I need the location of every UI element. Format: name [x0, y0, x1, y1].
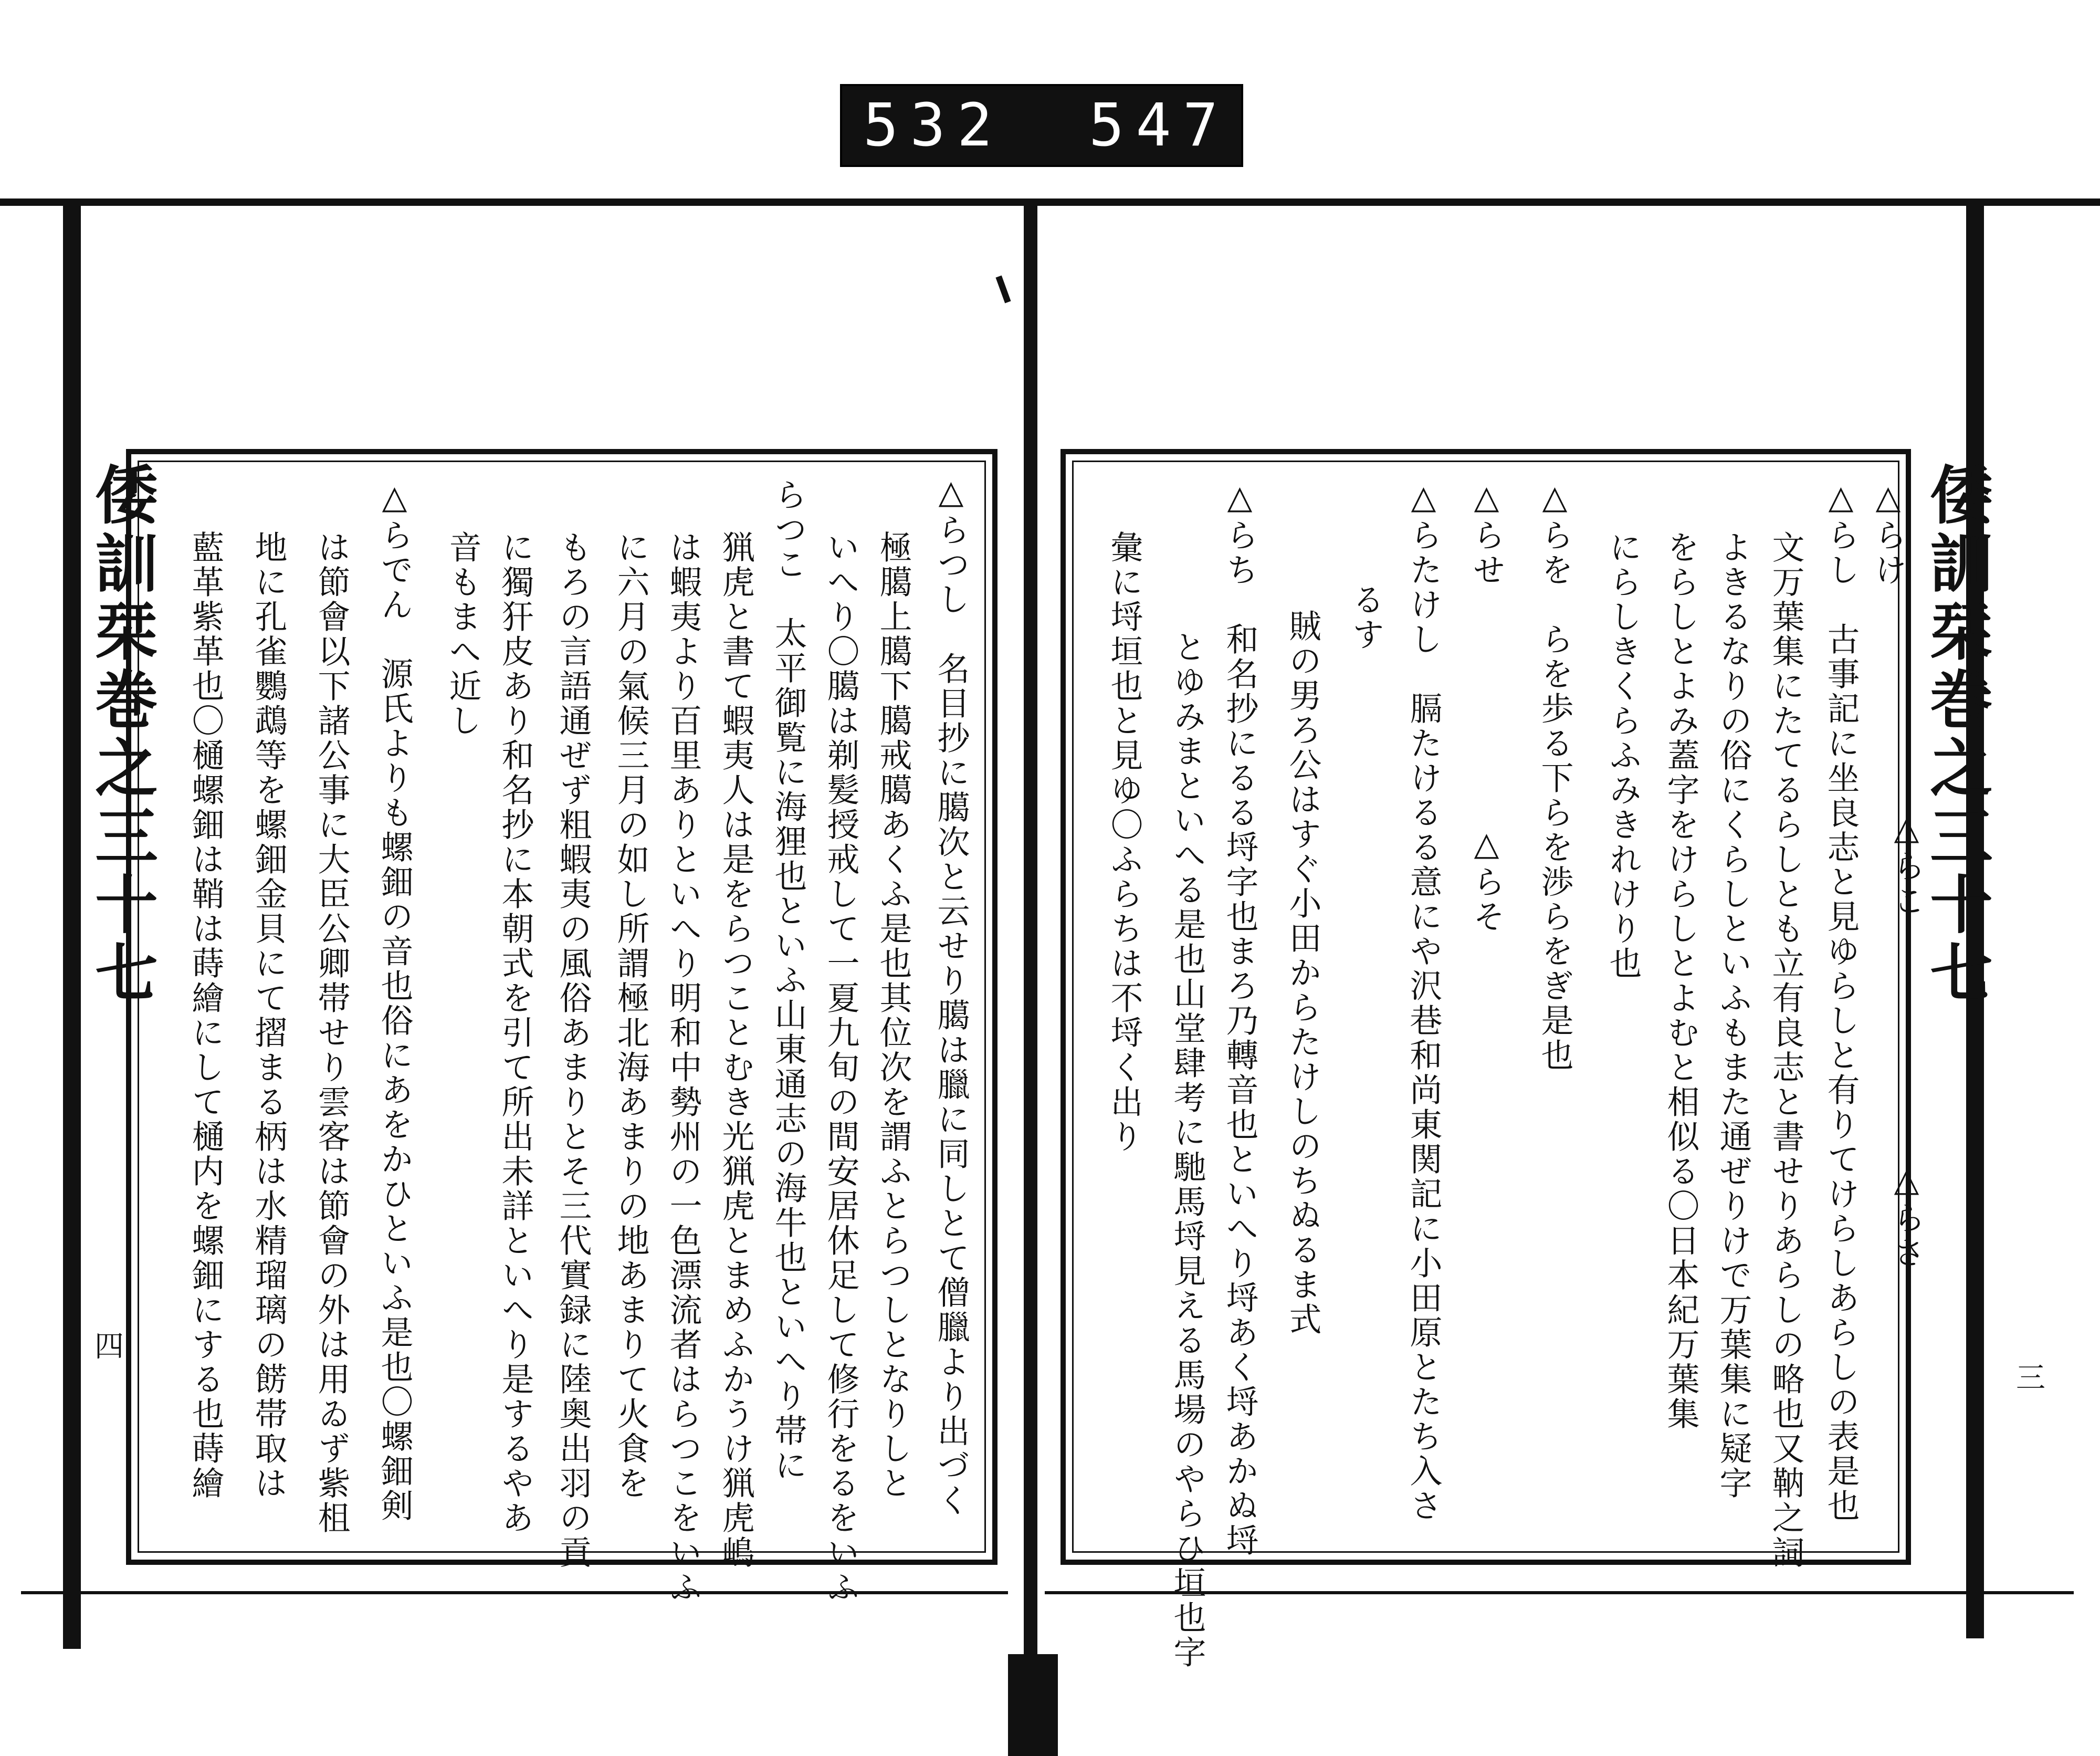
right-col-11: 賊の男ろ公はすぐ小田からたけしのちぬるま式 [1284, 609, 1322, 1337]
left-col-5: 猟虎と書て蝦夷人は是をらつことむき光猟虎とまめふかうけ猟虎嶋 [717, 530, 755, 1570]
right-heading-rako: △らこ [1887, 809, 1926, 918]
left-col-4: らつこ 太平御覧に海狸也といふ山東通志の海牛也といへり帯に [769, 478, 807, 1483]
right-col-13: とゆみまといへる是也山堂肆考に馳馬埒見える馬場のやらひ垣也字 [1168, 630, 1206, 1670]
right-col-3: 文万葉集にたてるらしとも立有良志と書せりあらしの略也又靹之詞 [1767, 530, 1805, 1570]
right-col-1: △らけ [1869, 478, 1907, 588]
binding-gutter [1024, 200, 1037, 1654]
left-col-7: に六月の氣候三月の如し所謂極北海あまりの地あまりて火食を [612, 530, 650, 1501]
left-col-1: △らつし 名目抄に臈次と云せり臈は臘に同しとて僧臘より出づく [932, 473, 970, 1518]
right-col-5: をらしとよみ蓋字をけらしとよむと相似る〇日本紀万葉集 [1662, 530, 1700, 1431]
left-col-10: 音もまへ近し [444, 530, 482, 738]
left-col-11: △らでん 源氏よりも螺鈿の音也俗にあをかひといふ是也〇螺鈿剣 [375, 478, 414, 1523]
right-col-7: △らを らを歩る下らを渉らをぎ是也 [1536, 478, 1574, 1073]
right-col-2: △らし 古事記に坐良志と見ゆらしと有りてけらしあらしの表是也 [1822, 478, 1860, 1523]
right-heading-raso: △らそ [1467, 824, 1506, 934]
catalog-number-label [840, 84, 1277, 167]
right-col-6: にらしきくらふみきれけり也 [1604, 530, 1642, 981]
left-col-14: 藍革紫革也〇樋螺鈿は鞘は蒔繪にして樋内を螺鈿にする也蒔繪 [186, 530, 225, 1501]
catalog-number-right: 547. [1089, 91, 1277, 160]
binding-stitch-block [1008, 1654, 1058, 1756]
right-col-14: 彙に埒垣也と見ゆ〇ふらちは不埒く出り [1105, 530, 1143, 1154]
left-spine-title: 倭訓栞巻之三十七 [85, 462, 159, 1008]
left-col-8: もろの言語通ぜず粗蝦夷の風俗あまりとそ三代實録に陸奥出羽の貢 [554, 530, 592, 1570]
left-col-2: 極臈上臈下臈戒臈あくふ是也其位次を謂ふとらつしとなりしと [874, 530, 912, 1501]
left-folio: 四 [94, 1330, 124, 1364]
right-spine-title: 倭訓栞巻之三十七 [1919, 462, 1993, 1008]
left-col-13: 地に孔雀鸚鵡等を螺鈿金貝にて摺まる柄は水精瑠璃の餝帯取は [249, 530, 288, 1501]
left-col-12: は節會以下諸公事に大臣公卿帯せり雲客は節會の外は用ゐず紫柤 [312, 530, 351, 1535]
right-col-10: るす [1347, 583, 1385, 652]
right-col-4: よきるなりの俗にくらしといふもまた通ぜりけで万葉集に疑字 [1714, 530, 1752, 1501]
right-col-8: △らせ [1467, 478, 1506, 588]
right-heading-rasa: △らさ [1887, 1161, 1926, 1270]
right-col-12: △らち 和名抄にるる埒字也まろ乃轉音也といへり埒あく埒あかぬ埒 [1221, 478, 1259, 1558]
left-col-9: に獨犴皮あり和名抄に本朝式を引て所出未詳といへり是するやあ [496, 530, 534, 1535]
top-edge-line [0, 198, 2100, 206]
bottom-edge-line-left [21, 1591, 1008, 1594]
left-col-3: いへり〇臈は剃髪授戒して一夏九旬の間安居休足して修行をるをいふ [822, 530, 860, 1605]
right-col-9: △らたけし 膈たけるる意にや沢巷和尚東関記に小田原とたち入さ [1404, 478, 1443, 1523]
stray-mark [995, 276, 1011, 304]
catalog-number-left: 532 [863, 91, 1004, 160]
left-col-6: は蝦夷より百里ありといへり明和中勢州の一色漂流者はらつこをいふ [664, 530, 702, 1605]
right-folio: 三 [2016, 1361, 2045, 1395]
